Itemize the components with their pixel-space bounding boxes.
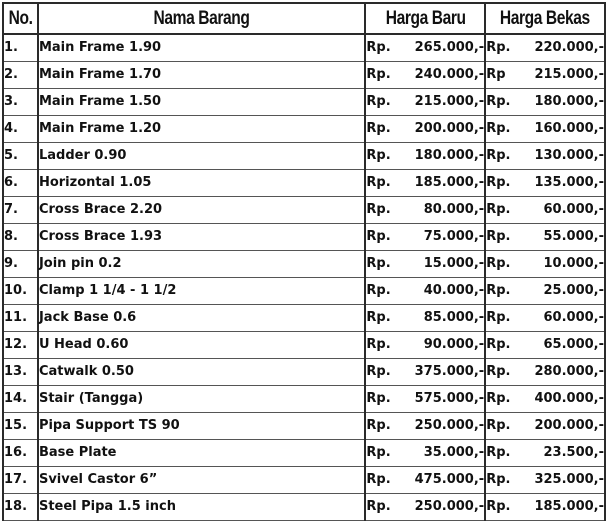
used-price bbox=[485, 196, 605, 223]
item-name: Ladder 0.90 bbox=[38, 142, 365, 169]
used-price bbox=[485, 493, 605, 520]
item-name: Jack Base 0.6 bbox=[38, 304, 365, 331]
row-number: 8. bbox=[3, 223, 38, 250]
used-price bbox=[485, 439, 605, 466]
used-price-amount: 55.000,- bbox=[543, 229, 604, 244]
used-price-amount: 65.000,- bbox=[543, 337, 604, 352]
table-row bbox=[3, 493, 605, 520]
used-price-currency: Rp. bbox=[486, 148, 511, 163]
new-price-amount: 575.000,- bbox=[414, 391, 485, 406]
header-no: No. bbox=[3, 3, 38, 34]
new-price bbox=[365, 466, 485, 493]
table-row bbox=[3, 277, 605, 304]
used-price-amount: 325.000,- bbox=[534, 472, 604, 487]
used-price-amount: 220.000,- bbox=[534, 40, 604, 56]
used-price-amount: 10.000,- bbox=[543, 256, 604, 271]
table-row bbox=[3, 331, 605, 358]
new-price-amount: 475.000,- bbox=[414, 472, 485, 487]
new-price-currency: Rp. bbox=[366, 40, 391, 56]
row-number: 14. bbox=[3, 385, 38, 412]
table-row bbox=[3, 196, 605, 223]
used-price-amount: 60.000,- bbox=[543, 202, 604, 217]
table-row bbox=[3, 169, 605, 196]
used-price-currency: Rp. bbox=[486, 256, 511, 271]
new-price-amount: 85.000,- bbox=[423, 310, 485, 325]
used-price-amount: 280.000,- bbox=[534, 364, 604, 379]
used-price-amount: 400.000,- bbox=[534, 391, 604, 406]
used-price-currency: Rp. bbox=[486, 418, 511, 433]
row-number: 11. bbox=[3, 304, 38, 331]
new-price bbox=[365, 34, 485, 61]
used-price bbox=[485, 34, 605, 61]
table-row bbox=[3, 34, 605, 61]
item-name: Base Plate bbox=[38, 439, 365, 466]
header-item-name: Nama Barang bbox=[38, 3, 365, 34]
new-price-currency: Rp. bbox=[366, 229, 391, 244]
used-price-currency: Rp. bbox=[486, 499, 511, 514]
row-number: 15. bbox=[3, 412, 38, 439]
table-row bbox=[3, 439, 605, 466]
used-price-amount: 160.000,- bbox=[534, 121, 604, 136]
new-price-currency: Rp. bbox=[366, 121, 391, 136]
used-price-currency: Rp. bbox=[486, 391, 511, 406]
row-number: 9. bbox=[3, 250, 38, 277]
row-number: 18. bbox=[3, 493, 38, 520]
used-price bbox=[485, 385, 605, 412]
used-price-currency: Rp. bbox=[486, 229, 511, 244]
item-name: Svivel Castor 6” bbox=[38, 466, 365, 493]
new-price bbox=[365, 277, 485, 304]
row-number: 1. bbox=[3, 34, 38, 61]
new-price-currency: Rp. bbox=[366, 283, 391, 298]
table-header-row bbox=[3, 3, 605, 34]
new-price-amount: 240.000,- bbox=[414, 67, 485, 82]
used-price-currency: Rp. bbox=[486, 283, 511, 298]
table-row bbox=[3, 61, 605, 88]
new-price-amount: 90.000,- bbox=[423, 337, 485, 352]
new-price-currency: Rp. bbox=[366, 337, 391, 352]
used-price bbox=[485, 115, 605, 142]
new-price-amount: 250.000,- bbox=[414, 499, 485, 514]
new-price bbox=[365, 88, 485, 115]
new-price bbox=[365, 493, 485, 520]
new-price bbox=[365, 169, 485, 196]
used-price-currency: Rp. bbox=[486, 445, 511, 460]
new-price-currency: Rp. bbox=[366, 67, 391, 82]
new-price-currency: Rp. bbox=[366, 148, 391, 163]
new-price bbox=[365, 142, 485, 169]
new-price bbox=[365, 331, 485, 358]
row-number: 4. bbox=[3, 115, 38, 142]
new-price-currency: Rp. bbox=[366, 94, 391, 109]
header-used-price: Harga Bekas bbox=[485, 3, 605, 34]
new-price bbox=[365, 304, 485, 331]
used-price-amount: 135.000,- bbox=[534, 175, 604, 190]
used-price-currency: Rp. bbox=[486, 472, 511, 487]
used-price-amount: 185.000,- bbox=[534, 499, 604, 514]
used-price bbox=[485, 304, 605, 331]
new-price-amount: 75.000,- bbox=[423, 229, 485, 244]
used-price bbox=[485, 169, 605, 196]
used-price-amount: 60.000,- bbox=[543, 310, 604, 325]
new-price-currency: Rp. bbox=[366, 391, 391, 406]
used-price bbox=[485, 223, 605, 250]
new-price bbox=[365, 385, 485, 412]
table-row bbox=[3, 115, 605, 142]
table-row bbox=[3, 223, 605, 250]
table-row bbox=[3, 385, 605, 412]
item-name: U Head 0.60 bbox=[38, 331, 365, 358]
new-price-currency: Rp. bbox=[366, 364, 391, 379]
price-list-table bbox=[2, 2, 606, 521]
new-price-currency: Rp. bbox=[366, 202, 391, 217]
row-number: 3. bbox=[3, 88, 38, 115]
new-price-currency: Rp. bbox=[366, 472, 391, 487]
used-price-currency: Rp. bbox=[486, 94, 511, 109]
new-price bbox=[365, 439, 485, 466]
used-price bbox=[485, 250, 605, 277]
new-price bbox=[365, 115, 485, 142]
used-price-amount: 180.000,- bbox=[534, 94, 604, 109]
item-name: Join pin 0.2 bbox=[38, 250, 365, 277]
new-price-currency: Rp. bbox=[366, 175, 391, 190]
used-price bbox=[485, 358, 605, 385]
item-name: Cross Brace 2.20 bbox=[38, 196, 365, 223]
new-price-amount: 250.000,- bbox=[414, 418, 485, 433]
row-number: 13. bbox=[3, 358, 38, 385]
new-price-amount: 40.000,- bbox=[423, 283, 485, 298]
new-price-amount: 215.000,- bbox=[414, 94, 485, 109]
item-name: Horizontal 1.05 bbox=[38, 169, 365, 196]
used-price bbox=[485, 277, 605, 304]
new-price-currency: Rp. bbox=[366, 256, 391, 271]
item-name: Main Frame 1.20 bbox=[38, 115, 365, 142]
row-number: 12. bbox=[3, 331, 38, 358]
new-price-amount: 180.000,- bbox=[414, 148, 485, 163]
table-row bbox=[3, 466, 605, 493]
used-price-amount: 215.000,- bbox=[534, 67, 604, 82]
item-name: Main Frame 1.90 bbox=[38, 34, 365, 61]
row-number: 6. bbox=[3, 169, 38, 196]
new-price bbox=[365, 250, 485, 277]
used-price-currency: Rp. bbox=[486, 310, 511, 325]
used-price bbox=[485, 142, 605, 169]
item-name: Steel Pipa 1.5 inch bbox=[38, 493, 365, 520]
table-row bbox=[3, 358, 605, 385]
new-price-amount: 35.000,- bbox=[423, 445, 485, 460]
used-price bbox=[485, 61, 605, 88]
row-number: 7. bbox=[3, 196, 38, 223]
table-row bbox=[3, 88, 605, 115]
table-row bbox=[3, 142, 605, 169]
row-number: 2. bbox=[3, 61, 38, 88]
used-price-currency: Rp bbox=[486, 67, 506, 82]
item-name: Stair (Tangga) bbox=[38, 385, 365, 412]
new-price-amount: 185.000,- bbox=[414, 175, 485, 190]
new-price bbox=[365, 223, 485, 250]
used-price-amount: 25.000,- bbox=[543, 283, 604, 298]
new-price bbox=[365, 358, 485, 385]
table-row bbox=[3, 250, 605, 277]
new-price-amount: 265.000,- bbox=[414, 40, 485, 56]
row-number: 17. bbox=[3, 466, 38, 493]
row-number: 10. bbox=[3, 277, 38, 304]
used-price-amount: 130.000,- bbox=[534, 148, 604, 163]
header-new-price: Harga Baru bbox=[365, 3, 485, 34]
item-name: Pipa Support TS 90 bbox=[38, 412, 365, 439]
used-price bbox=[485, 331, 605, 358]
table-row bbox=[3, 412, 605, 439]
new-price-currency: Rp. bbox=[366, 445, 391, 460]
new-price-amount: 15.000,- bbox=[423, 256, 485, 271]
new-price-amount: 375.000,- bbox=[414, 364, 485, 379]
row-number: 16. bbox=[3, 439, 38, 466]
new-price bbox=[365, 61, 485, 88]
item-name: Main Frame 1.70 bbox=[38, 61, 365, 88]
used-price bbox=[485, 466, 605, 493]
new-price-currency: Rp. bbox=[366, 310, 391, 325]
used-price bbox=[485, 412, 605, 439]
table-row bbox=[3, 304, 605, 331]
item-name: Clamp 1 1/4 - 1 1/2 bbox=[38, 277, 365, 304]
used-price-currency: Rp. bbox=[486, 40, 511, 56]
used-price-currency: Rp. bbox=[486, 337, 511, 352]
used-price bbox=[485, 88, 605, 115]
new-price-currency: Rp. bbox=[366, 499, 391, 514]
new-price-amount: 80.000,- bbox=[423, 202, 485, 217]
item-name: Cross Brace 1.93 bbox=[38, 223, 365, 250]
row-number: 5. bbox=[3, 142, 38, 169]
new-price bbox=[365, 196, 485, 223]
used-price-amount: 23.500,- bbox=[543, 445, 604, 460]
used-price-currency: Rp. bbox=[486, 364, 511, 379]
item-name: Catwalk 0.50 bbox=[38, 358, 365, 385]
item-name: Main Frame 1.50 bbox=[38, 88, 365, 115]
used-price-currency: Rp. bbox=[486, 202, 511, 217]
used-price-currency: Rp. bbox=[486, 121, 511, 136]
new-price-currency: Rp. bbox=[366, 418, 391, 433]
used-price-currency: Rp. bbox=[486, 175, 511, 190]
used-price-amount: 200.000,- bbox=[534, 418, 604, 433]
new-price-amount: 200.000,- bbox=[414, 121, 485, 136]
new-price bbox=[365, 412, 485, 439]
